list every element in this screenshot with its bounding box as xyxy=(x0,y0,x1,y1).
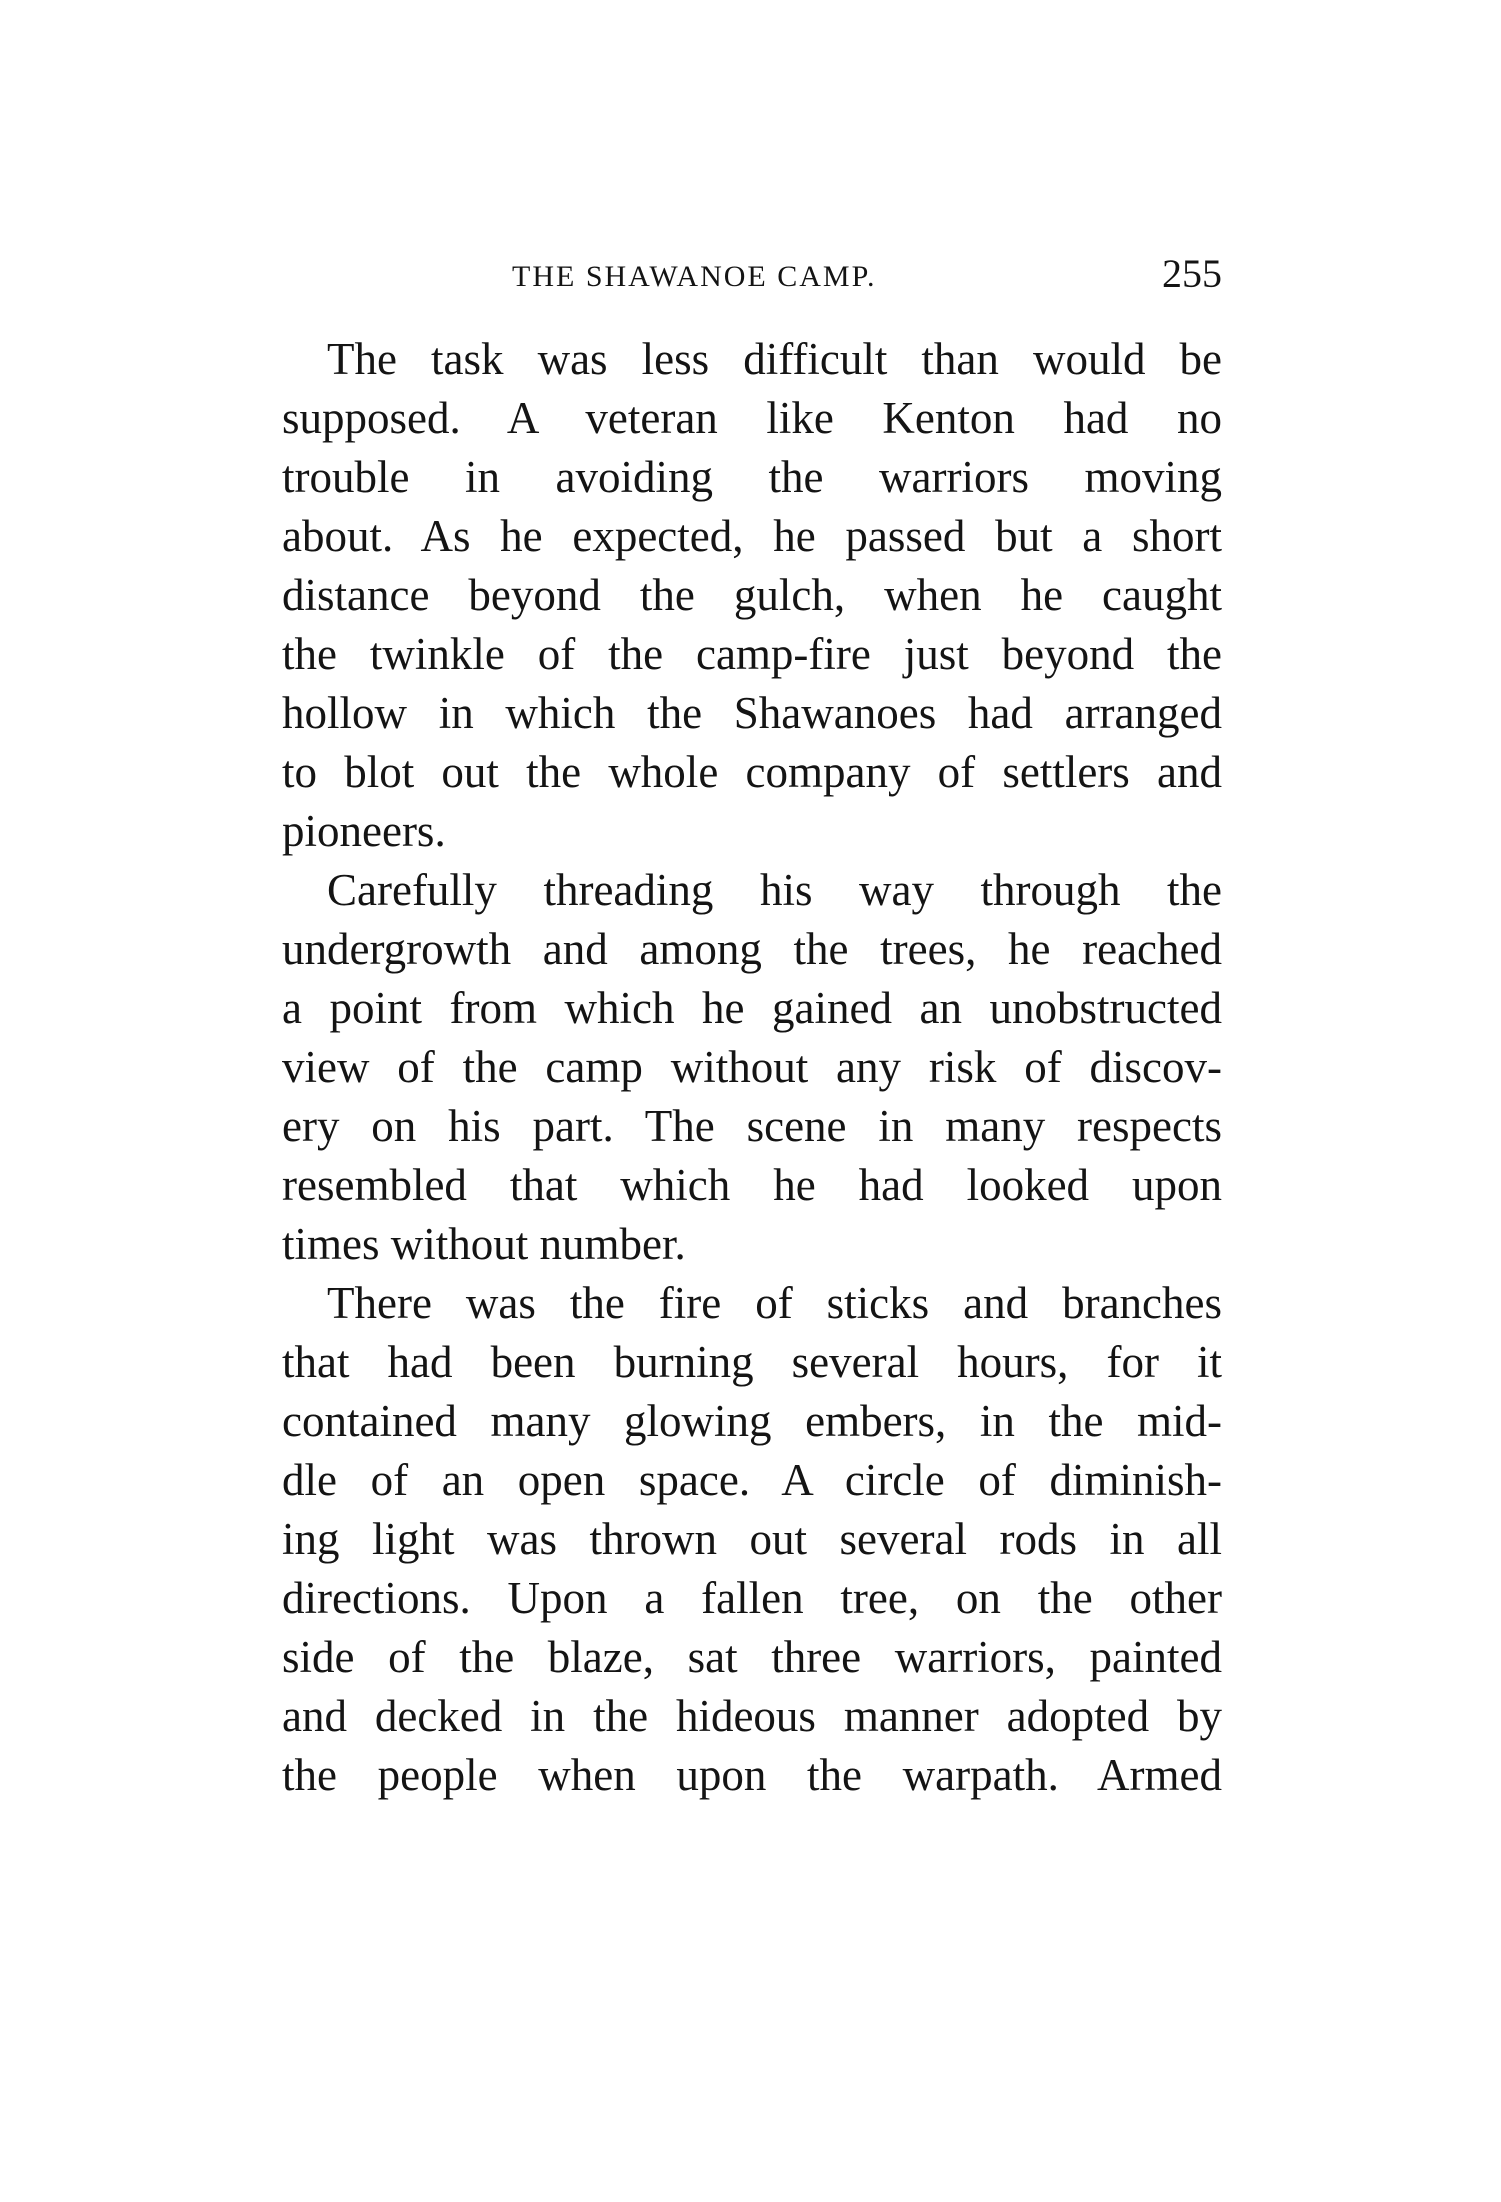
text-line: undergrowth and among the trees, he reached xyxy=(282,924,1222,974)
page-number: 255 xyxy=(1162,251,1222,296)
text-line: The task was less difficult than would be xyxy=(327,334,1222,384)
text-line: the twinkle of the camp-fire just beyond the xyxy=(282,629,1222,679)
paragraph-1 xyxy=(282,330,1222,861)
body-text xyxy=(282,330,1222,1805)
text-line: There was the fire of sticks and branches xyxy=(327,1278,1222,1328)
text-line: resembled that which he had looked upon xyxy=(282,1160,1222,1210)
text-line: a point from which he gained an unobstructed xyxy=(282,983,1222,1033)
text-line: pioneers. xyxy=(282,806,446,856)
text-line: side of the blaze, sat three warriors, painted xyxy=(282,1632,1222,1682)
text-line: contained many glowing embers, in the mid- xyxy=(282,1396,1222,1446)
text-line: times without number. xyxy=(282,1219,686,1269)
text-line: supposed. A veteran like Kenton had no xyxy=(282,393,1222,443)
text-line: directions. Upon a fallen tree, on the other xyxy=(282,1573,1222,1623)
text-line: the people when upon the warpath. Armed xyxy=(282,1750,1222,1800)
running-head xyxy=(282,248,1222,298)
text-line: hollow in which the Shawanoes had arranged xyxy=(282,688,1222,738)
text-line: view of the camp without any risk of discov- xyxy=(282,1042,1222,1092)
text-line: ing light was thrown out several rods in all xyxy=(282,1514,1222,1564)
running-title: THE SHAWANOE CAMP. xyxy=(512,260,877,293)
text-line: trouble in avoiding the warriors moving xyxy=(282,452,1222,502)
text-line: Carefully threading his way through the xyxy=(327,865,1222,915)
text-line: distance beyond the gulch, when he caught xyxy=(282,570,1222,620)
text-line: to blot out the whole company of settlers and xyxy=(282,747,1222,797)
text-line: about. As he expected, he passed but a short xyxy=(282,511,1222,561)
text-line: and decked in the hideous manner adopted by xyxy=(282,1691,1222,1741)
paragraph-2 xyxy=(282,861,1222,1274)
text-line: that had been burning several hours, for it xyxy=(282,1337,1222,1387)
text-line: ery on his part. The scene in many respects xyxy=(282,1101,1222,1151)
paragraph-3 xyxy=(282,1274,1222,1805)
text-line: dle of an open space. A circle of diminish- xyxy=(282,1455,1222,1505)
